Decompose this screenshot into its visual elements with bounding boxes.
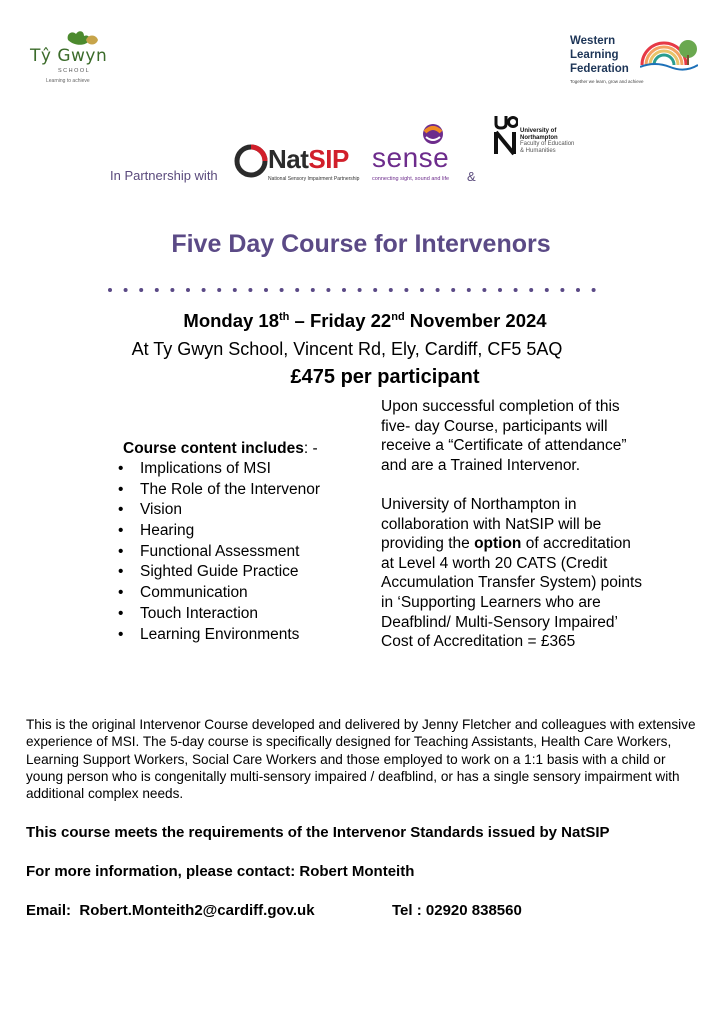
uon-line-2: Northampton [520, 134, 558, 141]
divider-dot [326, 288, 330, 292]
divider-dot [560, 288, 564, 292]
list-item: • Touch Interaction [118, 604, 320, 625]
partnership-ampersand: & [467, 169, 476, 184]
divider-dot [186, 288, 190, 292]
tree-leaf-icon [64, 28, 100, 48]
list-item: • Vision [118, 500, 320, 521]
divider-dot [264, 288, 268, 292]
list-item: • Sighted Guide Practice [118, 562, 320, 583]
list-item: • The Role of the Intervenor [118, 480, 320, 501]
certificate-paragraph: Upon successful completion of this five- day Course, participants will receive a “Certificate of attendance” and are a Trained Intervenor. [381, 398, 627, 474]
standards-statement: This course meets the requirements of the Intervenor Standards issued by NatSIP [26, 824, 610, 841]
divider-dot [358, 288, 362, 292]
divider-dot [482, 288, 486, 292]
wlf-tagline: Together we learn, grow and achieve [570, 79, 644, 84]
ty-gwyn-tagline: Learning to achieve [46, 78, 90, 84]
divider-dot [545, 288, 549, 292]
partnership-label: In Partnership with [110, 168, 218, 183]
divider-dot [498, 288, 502, 292]
wlf-line-3: Federation [570, 63, 629, 75]
list-item: • Functional Assessment [118, 542, 320, 563]
university-of-northampton-logo [494, 114, 604, 158]
divider-dot [139, 288, 143, 292]
natsip-logo [234, 142, 360, 188]
natsip-ring-icon [234, 144, 268, 178]
dotted-divider [108, 287, 608, 293]
uon-line-4: & Humanities [520, 147, 556, 154]
completion-info [381, 397, 643, 652]
sense-tagline: connecting sight, sound and life [372, 176, 450, 182]
divider-dot [529, 288, 533, 292]
page-title: Five Day Course for Intervenors [171, 230, 551, 258]
divider-dot [467, 288, 471, 292]
list-item: • Communication [118, 583, 320, 604]
course-content-list [118, 459, 320, 645]
sense-logo [370, 122, 480, 184]
divider-dot [451, 288, 455, 292]
divider-dot [155, 288, 159, 292]
contact-email: Email: Robert.Monteith2@cardiff.gov.uk [26, 902, 315, 919]
divider-dot [514, 288, 518, 292]
divider-dot [576, 288, 580, 292]
rainbow-tree-icon [640, 35, 698, 71]
ty-gwyn-school-label: SCHOOL [58, 68, 91, 74]
divider-dot [280, 288, 284, 292]
divider-dot [217, 288, 221, 292]
divider-dot [202, 288, 206, 292]
divider-dot [592, 288, 596, 292]
divider-dot [342, 288, 346, 292]
uon-mark-icon [494, 114, 518, 156]
divider-dot [420, 288, 424, 292]
sense-wordmark: sense [372, 142, 450, 173]
western-learning-federation-logo [570, 35, 700, 90]
divider-dot [233, 288, 237, 292]
list-item: • Hearing [118, 521, 320, 542]
accreditation-cost: Cost of Accreditation = £365 [381, 633, 576, 651]
divider-dot [170, 288, 174, 292]
wlf-line-2: Learning [570, 49, 619, 61]
phone-number[interactable]: 02920 838560 [425, 902, 522, 919]
natsip-tagline: National Sensory Impairment Partnership [268, 176, 360, 182]
list-item: • Implications of MSI [118, 459, 320, 480]
divider-dot [311, 288, 315, 292]
accreditation-paragraph: University of Northampton in collaboration with NatSIP will be providing the option of accreditation at Level 4 worth 20 CATS (Credit Accumulation Transfer System) points in ‘Supporting Learners who are Deafblind/ Multi-Sensory Impaired’ [381, 495, 643, 631]
uon-line-3: Faculty of Education [520, 141, 575, 147]
uon-line-1: University of [520, 128, 557, 134]
divider-dot [108, 288, 112, 292]
wlf-line-1: Western [570, 35, 616, 47]
course-dates: Monday 18th – Friday 22nd November 2024 [183, 310, 547, 331]
course-price: £475 per participant [290, 366, 480, 388]
divider-dot [389, 288, 393, 292]
more-info-contact: For more information, please contact: Robert Monteith [26, 863, 415, 880]
list-item: • Learning Environments [118, 625, 320, 646]
ty-gwyn-school-logo [20, 22, 120, 92]
divider-dot [248, 288, 252, 292]
divider-dot [436, 288, 440, 292]
course-description: This is the original Intervenor Course developed and delivered by Jenny Fletcher and colleagues with extensive experience of MSI. The 5-day course is specifically designed for Teaching Assistants, Health Care Workers, Learning Support Workers, Social Care Workers and those employed to work on a 1:1 basis with a child or young person who is congenitally multi-sensory impaired / deafblind, or has a single sensory impairment with additional complex needs. [26, 717, 696, 802]
contact-phone: Tel : 02920 838560 [392, 902, 522, 919]
divider-dot [295, 288, 299, 292]
divider-dot [404, 288, 408, 292]
divider-dot [124, 288, 128, 292]
course-venue: At Ty Gwyn School, Vincent Rd, Ely, Cardiff, CF5 5AQ [131, 339, 563, 359]
ty-gwyn-name: Tŷ Gwyn [30, 46, 108, 66]
divider-dot [373, 288, 377, 292]
course-content-heading: Course content includes: - [123, 440, 318, 457]
natsip-wordmark: NatSIP [268, 144, 349, 174]
email-link[interactable]: Robert.Monteith2@cardiff.gov.uk [79, 902, 315, 919]
